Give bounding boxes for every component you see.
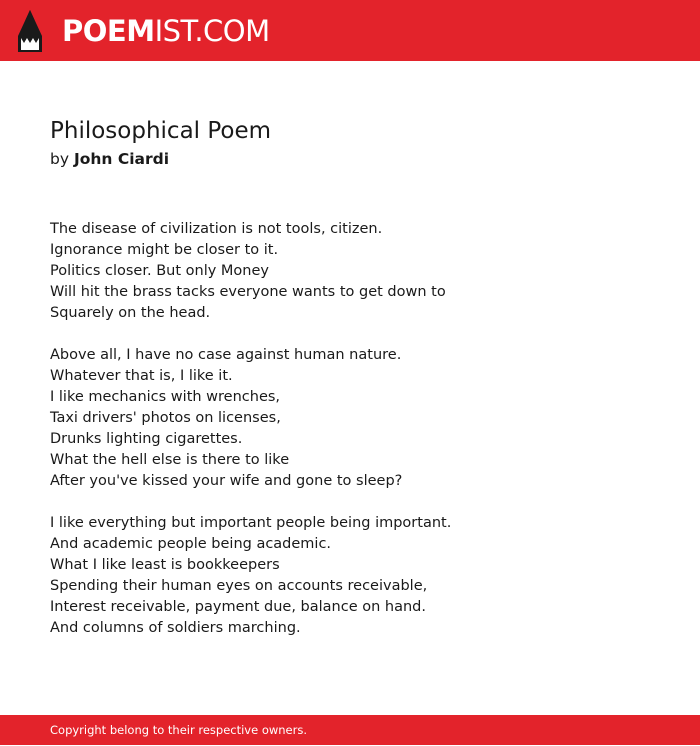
poem-line: Squarely on the head.: [50, 305, 211, 321]
site-logo-link[interactable]: [18, 10, 270, 52]
stanza: [50, 513, 650, 639]
site-footer: [0, 715, 700, 745]
poem-body: [50, 219, 650, 660]
poem-line: After you've kissed your wife and gone to sleep?: [50, 473, 403, 489]
poem-line: Interest receivable, payment due, balance on hand.: [50, 599, 426, 615]
poem-line: Spending their human eyes on accounts receivable,: [50, 578, 428, 594]
poem-byline: [50, 148, 169, 170]
poem-line: And academic people being academic.: [50, 536, 332, 552]
poem-line: Will hit the brass tacks everyone wants to get down to: [50, 284, 446, 300]
poem-line: Above all, I have no case against human nature.: [50, 347, 402, 363]
byline-prefix: by: [50, 150, 70, 168]
poem-line: Ignorance might be closer to it.: [50, 242, 279, 258]
pencil-tip-icon: [18, 10, 42, 52]
poem-line: Taxi drivers' photos on licenses,: [50, 410, 281, 426]
poem-line: I like mechanics with wrenches,: [50, 389, 281, 405]
logo-bold-part: POEM: [62, 14, 155, 48]
poem-line: Whatever that is, I like it.: [50, 368, 233, 384]
poem-line: I like everything but important people being important.: [50, 515, 452, 531]
poem-line: What the hell else is there to like: [50, 452, 290, 468]
poem-title: Philosophical Poem: [50, 118, 272, 144]
poem-line: Politics closer. But only Money: [50, 263, 269, 279]
stanza: [50, 219, 650, 324]
logo-light-part: IST.COM: [154, 14, 270, 48]
copyright-text: Copyright belong to their respective owners.: [50, 723, 308, 737]
poem-line: And columns of soldiers marching.: [50, 620, 301, 636]
site-header: [0, 0, 700, 61]
poem-line: Drunks lighting cigarettes.: [50, 431, 243, 447]
author-link[interactable]: John Ciardi: [73, 150, 170, 168]
site-logo-text: [62, 10, 270, 52]
stanza: [50, 345, 650, 492]
poem-line: What I like least is bookkeepers: [50, 557, 280, 573]
poem-line: The disease of civilization is not tools, citizen.: [50, 221, 383, 237]
